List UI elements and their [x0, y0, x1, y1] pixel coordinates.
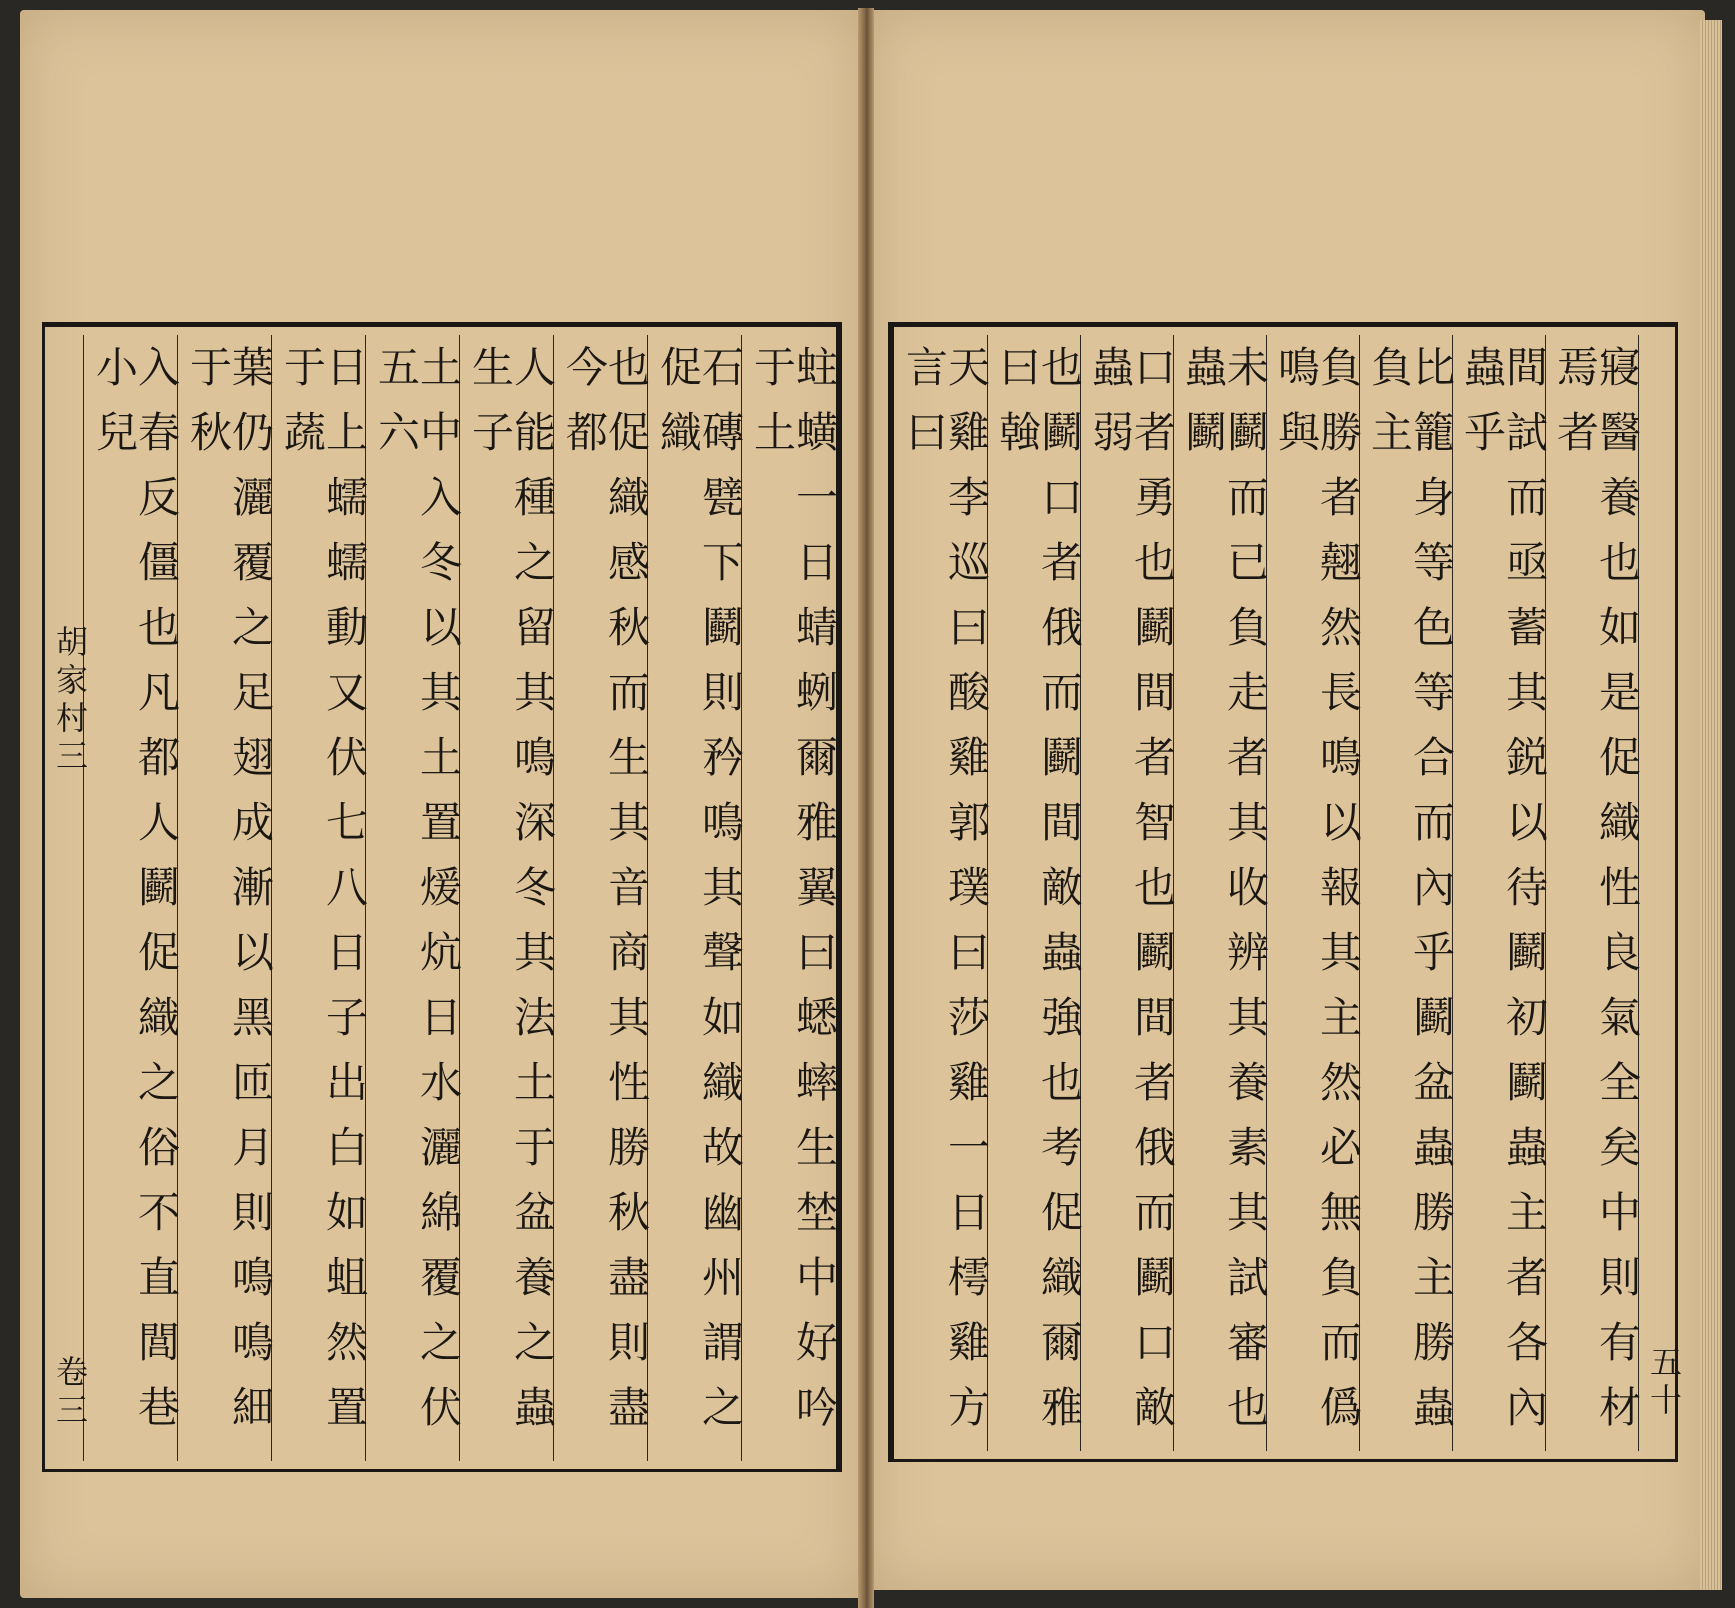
- column-text: 寢醫養也如是促織性良氣全矣中則有材焉者: [1551, 345, 1642, 1450]
- column-text: 未鬬而已負走者其收辨其養素其試審也蟲鬬: [1179, 345, 1270, 1450]
- column-text: 入春反僵也凡都人鬬促織之俗不直閭巷小兒: [90, 345, 181, 1450]
- right-margin-column: [1638, 335, 1683, 1451]
- column-text: 負勝者翹然長鳴以報其主然必無負而僞鳴與: [1272, 345, 1363, 1450]
- column-text: 日上蠕蠕動又伏七八日子出白如蛆然置于蔬: [278, 345, 369, 1450]
- text-column: [894, 335, 991, 1451]
- text-column: [741, 335, 839, 1461]
- left-margin-column: [45, 335, 89, 1461]
- text-column: [987, 335, 1084, 1451]
- margin-title: 胡家村三: [51, 625, 89, 777]
- column-text: 也鬬口者俄而鬬間敵蟲強也考促織爾雅曰螒: [993, 345, 1084, 1450]
- column-text: 石磚甓下鬬則矜鳴其聲如織故幽州謂之促織: [654, 345, 745, 1450]
- column-text: 間試而亟蓄其鋭以待鬬初鬬蟲主者各內蟲乎: [1458, 345, 1549, 1450]
- column-text: 蛀蟥一日蜻蛚爾雅翼曰蟋蟀生埜中好吟于土: [748, 345, 839, 1450]
- text-column: [1359, 335, 1456, 1451]
- text-column: [1452, 335, 1549, 1451]
- left-text-frame: [42, 322, 842, 1472]
- column-text: 也促織感秋而生其音商其性勝秋盡則盡今都: [560, 345, 651, 1450]
- text-column: [177, 335, 275, 1461]
- column-text: 人能種之留其鳴深冬其法土于盆養之蟲生子: [466, 345, 557, 1450]
- text-column: [1545, 335, 1642, 1451]
- margin-page-number: 五十: [1645, 1345, 1683, 1421]
- text-column: [459, 335, 557, 1461]
- text-column: [647, 335, 745, 1461]
- column-text: 葉仍灑覆之足翅成漸以黑匝月則鳴鳴細于秋: [184, 345, 275, 1450]
- book-gutter: [858, 8, 874, 1608]
- right-text-frame: [888, 322, 1683, 1462]
- text-column: [1266, 335, 1363, 1451]
- column-text: 比籠身等色等合而內乎鬬盆蟲勝主勝蟲負主: [1365, 345, 1456, 1450]
- text-column: [271, 335, 369, 1461]
- column-text: 天雞李巡曰酸雞郭璞曰莎雞一日樗雞方言曰: [900, 345, 991, 1450]
- column-text: 口者勇也鬬間者智也鬬間者俄而鬬口敵蟲弱: [1086, 345, 1177, 1450]
- column-text: 土中入冬以其土置煖炕日水灑綿覆之伏五六: [372, 345, 463, 1450]
- text-column: [1080, 335, 1177, 1451]
- text-column: [83, 335, 181, 1461]
- text-column: [553, 335, 651, 1461]
- page-edges: [1700, 20, 1722, 1590]
- margin-volume: 卷三: [51, 1355, 89, 1431]
- text-column: [365, 335, 463, 1461]
- text-column: [1173, 335, 1270, 1451]
